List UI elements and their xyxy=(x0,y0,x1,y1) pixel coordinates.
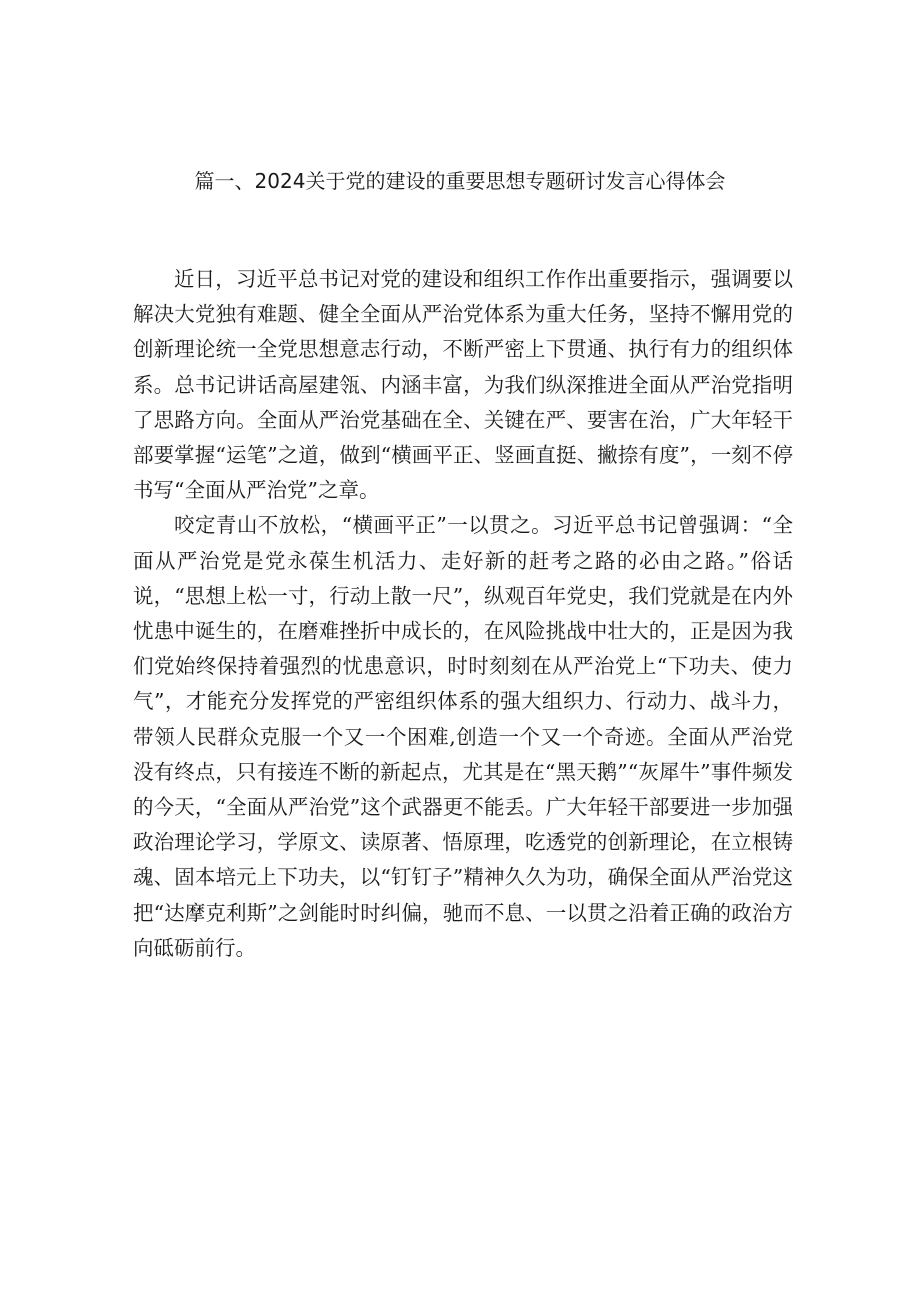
document-title: 篇一、2024关于党的建设的重要思想专题研讨发言心得体会 xyxy=(194,169,726,193)
paragraph-1: 近日，习近平总书记对党的建设和组织工作作出重要指示，强调要以解决大党独有难题、健全全面从严治党体系为重大任务，坚持不懈用党的创新理论统一全党思想意志行动，不断严密上下贯通、执行有力的组织体系。总书记讲话高屋建瓴、内涵丰富，为我们纵深推进全面从严治党指明了思路方向。全面从严治党基础在全、关键在严、要害在治，广大年轻干部要掌握“运笔”之道，做到“横画平正、竖画直挺、撇捺有度”，一刻不停书写“全面从严治党”之章。 xyxy=(133,267,793,503)
document-body xyxy=(133,262,793,966)
paragraph-2: 咬定青山不放松，“横画平正”一以贯之。习近平总书记曾强调：“全面从严治党是党永葆生机活力、走好新的赶考之路的必由之路。”俗话说，“思想上松一寸，行动上散一尺”，纵观百年党史，我们党就是在内外忧患中诞生的，在磨难挫折中成长的，在风险挑战中壮大的，正是因为我们党始终保持着强烈的忧患意识，时时刻刻在从严治党上“下功夫、使力气”，才能充分发挥党的严密组织体系的强大组织力、行动力、战斗力，带领人民群众克服一个又一个困难,创造一个又一个奇迹。全面从严治党没有终点，只有接连不断的新起点，尤其是在“黑天鹅”“灰犀牛”事件频发的今天，“全面从严治党”这个武器更不能丢。广大年轻干部要进一步加强政治理论学习，学原文、读原著、悟原理，吃透党的创新理论，在立根铸魂、固本培元上下功夫，以“钉钉子”精神久久为功，确保全面从严治党这把“达摩克利斯”之剑能时时纠偏，驰而不息、一以贯之沿着正确的政治方向砥砺前行。 xyxy=(133,513,793,960)
